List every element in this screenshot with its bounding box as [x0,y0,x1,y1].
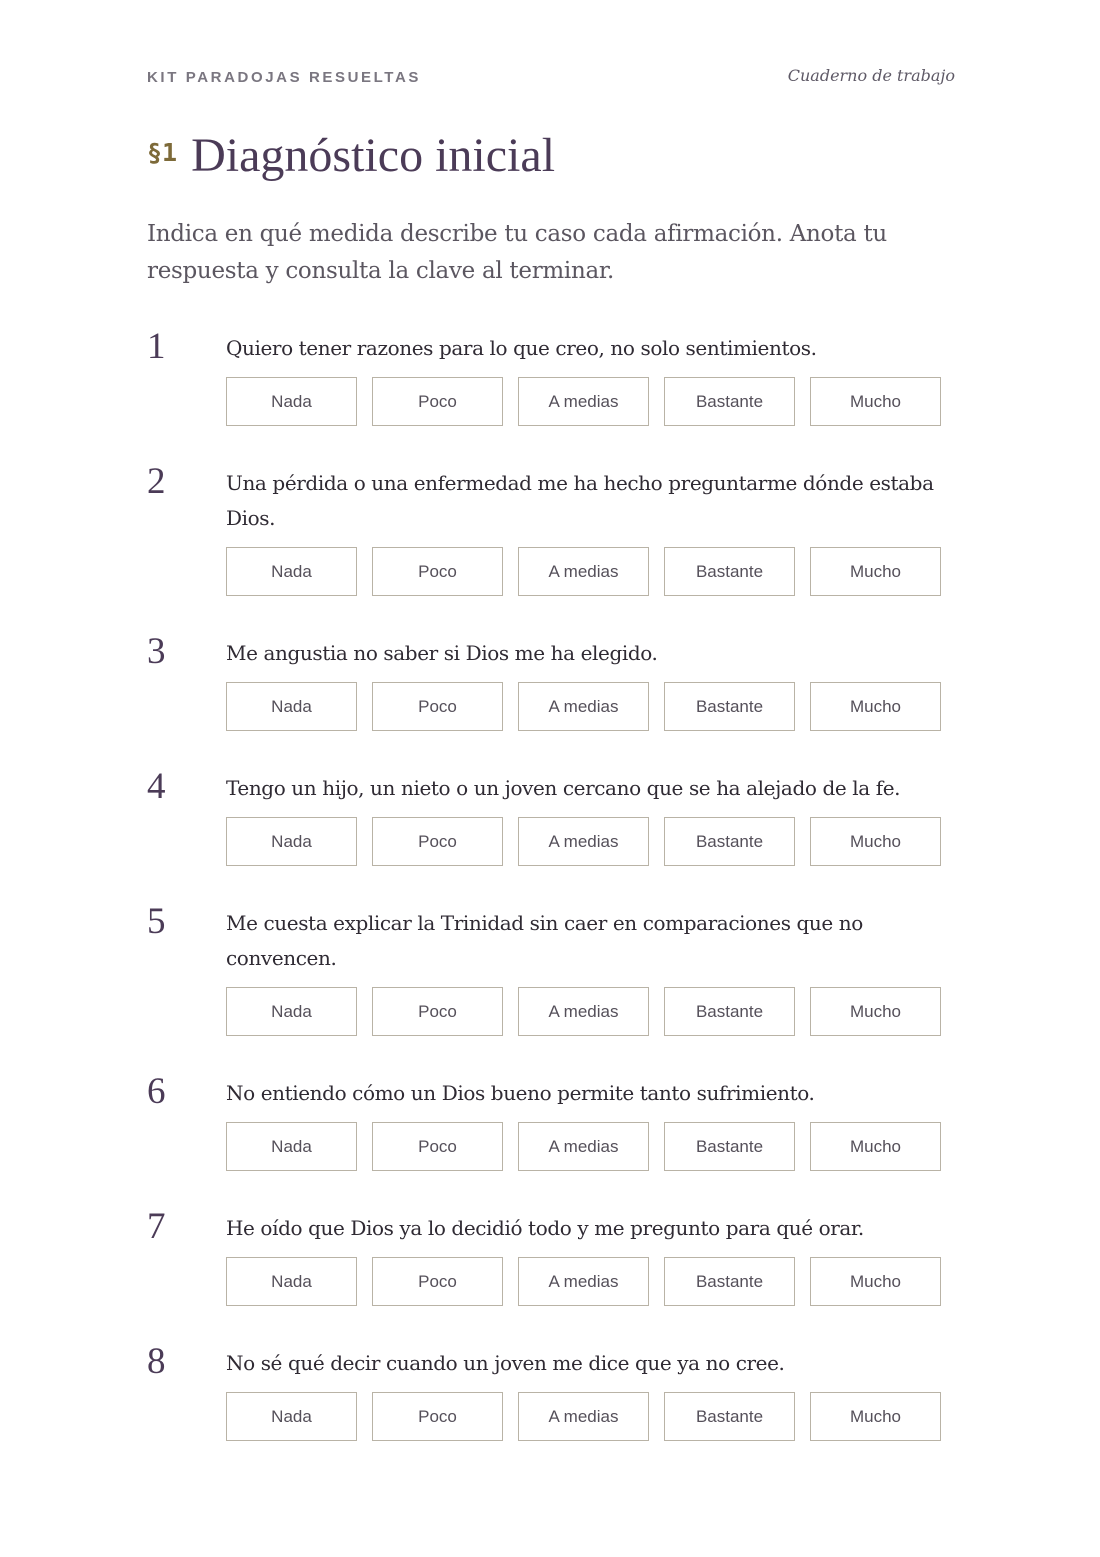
question-number: 3 [147,631,166,672]
option-a-medias[interactable]: A medias [518,817,649,866]
option-mucho[interactable]: Mucho [810,1257,941,1306]
option-mucho[interactable]: Mucho [810,1392,941,1441]
option-bastante[interactable]: Bastante [664,547,795,596]
answer-options [226,817,955,866]
option-nada[interactable]: Nada [226,682,357,731]
question-text: Una pérdida o una enfermedad me ha hecho preguntarme dónde estaba Dios. [226,471,934,530]
answer-options [226,987,955,1036]
option-a-medias[interactable]: A medias [518,987,649,1036]
question-item [147,461,955,596]
option-nada[interactable]: Nada [226,1122,357,1171]
question-text: Tengo un hijo, un nieto o un joven cercano que se ha alejado de la fe. [226,776,901,800]
option-mucho[interactable]: Mucho [810,817,941,866]
option-mucho[interactable]: Mucho [810,547,941,596]
option-bastante[interactable]: Bastante [664,682,795,731]
answer-options [226,1122,955,1171]
question-list [147,326,955,1481]
option-a-medias[interactable]: A medias [518,1257,649,1306]
option-mucho[interactable]: Mucho [810,377,941,426]
question-item [147,1206,955,1306]
question-text: Me angustia no saber si Dios me ha elegido. [226,641,658,665]
option-nada[interactable]: Nada [226,987,357,1036]
option-a-medias[interactable]: A medias [518,682,649,731]
option-nada[interactable]: Nada [226,817,357,866]
option-bastante[interactable]: Bastante [664,1122,795,1171]
option-bastante[interactable]: Bastante [664,1257,795,1306]
question-text: No entiendo cómo un Dios bueno permite tanto sufrimiento. [226,1081,815,1105]
option-poco[interactable]: Poco [372,1122,503,1171]
question-number: 6 [147,1071,166,1112]
option-poco[interactable]: Poco [372,817,503,866]
question-item [147,631,955,731]
option-mucho[interactable]: Mucho [810,987,941,1036]
option-poco[interactable]: Poco [372,547,503,596]
option-poco[interactable]: Poco [372,987,503,1036]
question-item [147,766,955,866]
option-nada[interactable]: Nada [226,377,357,426]
answer-options [226,682,955,731]
kit-title: KIT PARADOJAS RESUELTAS [147,69,421,86]
section-intro: Indica en qué medida describe tu caso cada afirmación. Anota tu respuesta y consulta la clave al terminar. [147,221,887,284]
option-bastante[interactable]: Bastante [664,1392,795,1441]
question-number: 2 [147,461,166,502]
section-title: Diagnóstico inicial [191,129,556,182]
answer-options [226,377,955,426]
option-poco[interactable]: Poco [372,1392,503,1441]
option-bastante[interactable]: Bastante [664,987,795,1036]
option-mucho[interactable]: Mucho [810,1122,941,1171]
section-heading [147,128,555,183]
option-poco[interactable]: Poco [372,682,503,731]
option-a-medias[interactable]: A medias [518,1392,649,1441]
option-nada[interactable]: Nada [226,1257,357,1306]
option-a-medias[interactable]: A medias [518,547,649,596]
question-text: Me cuesta explicar la Trinidad sin caer en comparaciones que no convencen. [226,911,863,970]
question-item [147,326,955,426]
option-bastante[interactable]: Bastante [664,817,795,866]
option-mucho[interactable]: Mucho [810,682,941,731]
option-nada[interactable]: Nada [226,1392,357,1441]
question-text: He oído que Dios ya lo decidió todo y me pregunto para qué orar. [226,1216,864,1240]
question-number: 4 [147,766,166,807]
option-a-medias[interactable]: A medias [518,377,649,426]
section-number: §1 [147,138,178,167]
answer-options [226,1257,955,1306]
option-poco[interactable]: Poco [372,1257,503,1306]
answer-options [226,547,955,596]
question-item [147,901,955,1036]
option-poco[interactable]: Poco [372,377,503,426]
question-number: 8 [147,1341,166,1382]
option-bastante[interactable]: Bastante [664,377,795,426]
question-number: 5 [147,901,166,942]
workbook-label: Cuaderno de trabajo [787,66,955,85]
running-header [147,66,955,90]
question-item [147,1341,955,1441]
question-item [147,1071,955,1171]
option-nada[interactable]: Nada [226,547,357,596]
question-number: 7 [147,1206,166,1247]
question-text: No sé qué decir cuando un joven me dice que ya no cree. [226,1351,785,1375]
question-number: 1 [147,326,166,367]
option-a-medias[interactable]: A medias [518,1122,649,1171]
answer-options [226,1392,955,1441]
question-text: Quiero tener razones para lo que creo, no solo sentimientos. [226,336,817,360]
